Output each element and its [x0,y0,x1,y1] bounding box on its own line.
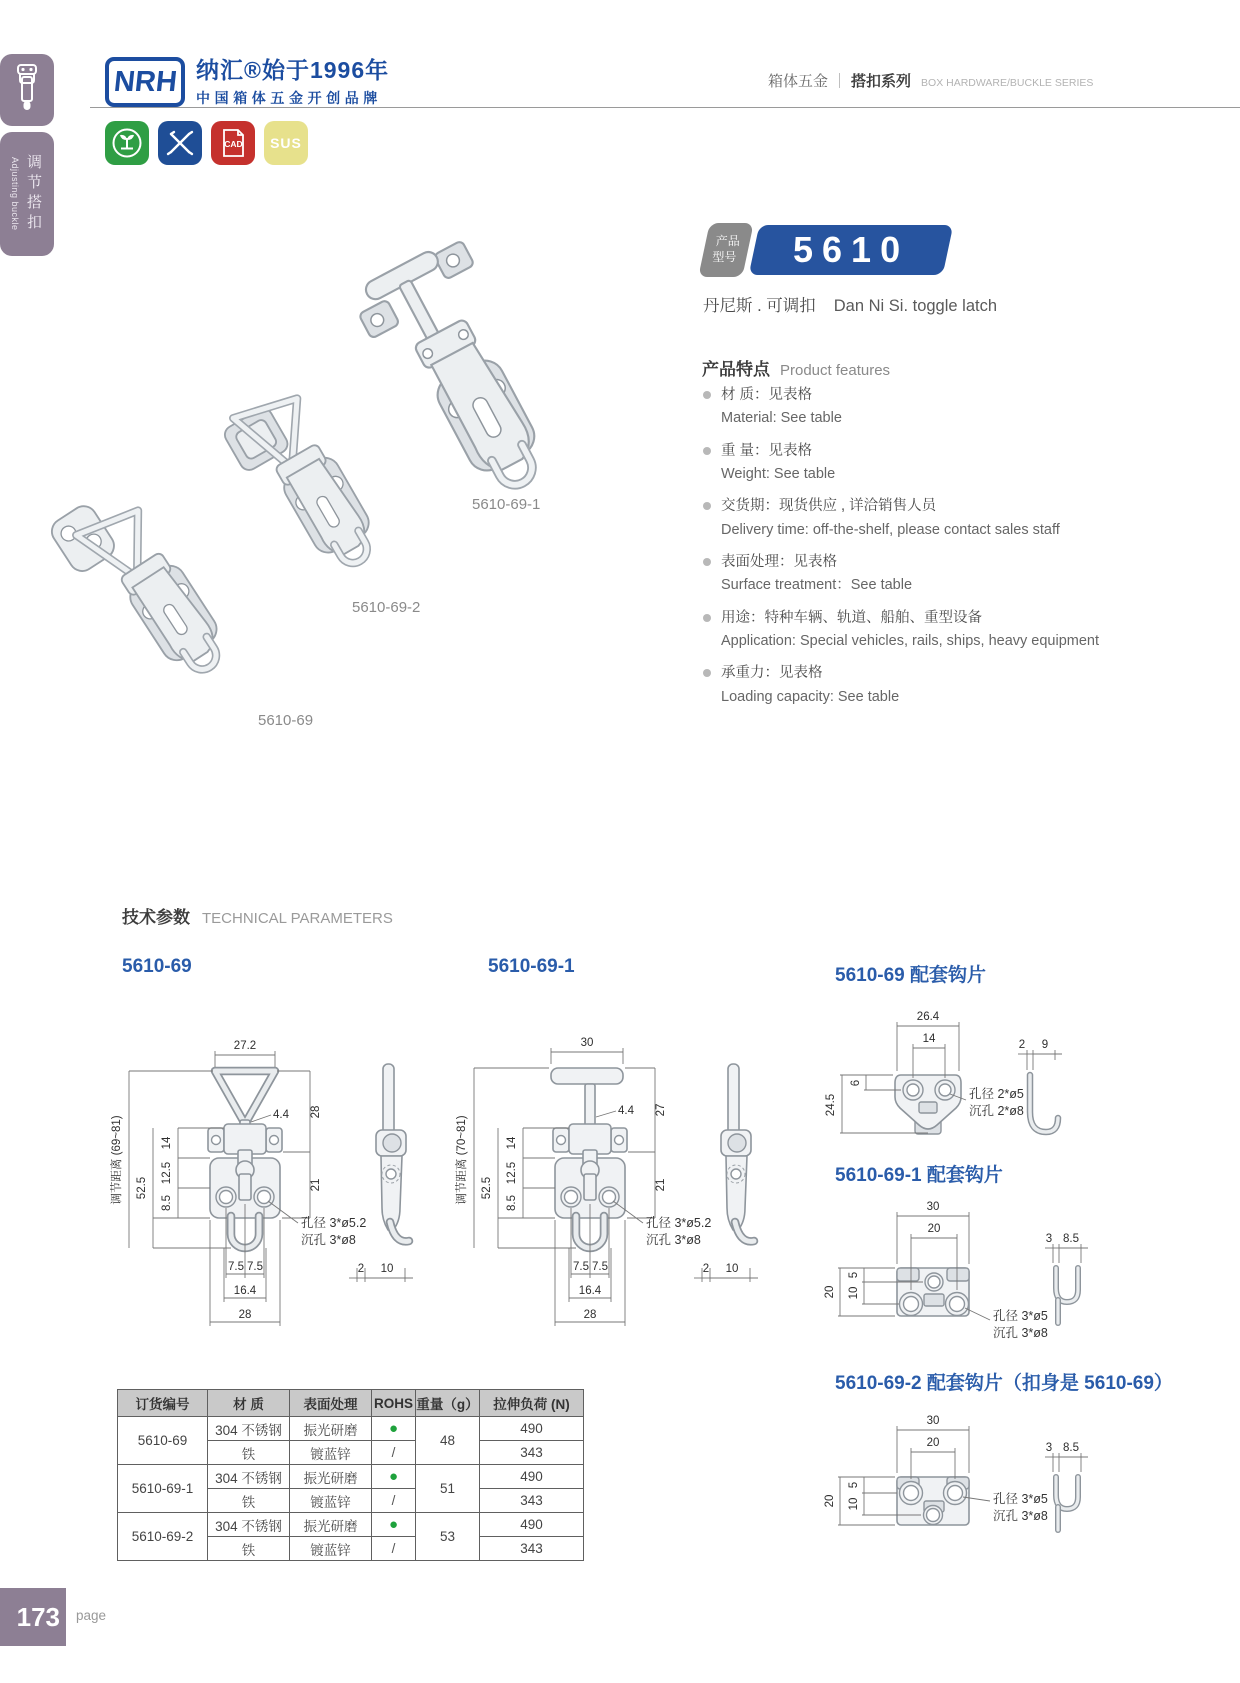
drawing-label-hook-69-1: 5610-69-1 配套钩片 [835,1165,1003,1186]
cell-load: 490 [480,1417,584,1441]
cell-weight: 51 [416,1465,480,1513]
svg-text:20: 20 [824,1494,836,1508]
feature-cn: 材 质：见表格 [721,387,813,403]
tech-drawing-hook-5610-69-1 [800,1190,1100,1350]
tech-drawing-hook-5610-69 [800,1000,1100,1160]
svg-text:6: 6 [850,1079,862,1087]
svg-text:5: 5 [848,1271,860,1279]
cell-rohs: / [372,1441,416,1465]
sus-label: SUS [270,135,302,151]
feature-item [703,497,1163,540]
cell-model: 5610-69 [118,1417,208,1465]
model-badge-number [749,225,954,275]
rohs-plant-icon [105,121,149,165]
drawing-label-5610-69: 5610-69 [122,956,192,977]
svg-text:20: 20 [926,1437,940,1449]
svg-text:52.5: 52.5 [481,1176,493,1200]
feature-en: Material: See table [721,410,842,427]
drawing-label-hook-69-2: 5610-69-2 配套钩片（扣身是 5610-69） [835,1373,1173,1394]
svg-text:孔径 3*ø5: 孔径 3*ø5 [993,1309,1048,1323]
svg-text:9: 9 [1041,1039,1049,1051]
svg-text:12.5: 12.5 [506,1161,518,1185]
svg-text:21: 21 [655,1178,667,1192]
spec-table [117,1389,584,1561]
feature-cn: 用途：特种车辆、轨道、船舶、重型设备 [721,609,982,626]
cell-surface: 镀蓝锌 [290,1441,372,1465]
sidebar-latch-icon-tab [0,54,54,126]
cell-load: 343 [480,1489,584,1513]
feature-cn: 交货期：现货供应 , 详洽销售人员 [721,498,937,515]
sus-icon [264,121,308,165]
photo-label-5610-69: 5610-69 [258,712,314,729]
features-heading-en: Product features [780,362,891,379]
feature-en: Delivery time: off-the-shelf, please contact sales staff [721,521,1060,538]
cell-surface: 镀蓝锌 [290,1489,372,1513]
feature-item [703,664,1163,707]
sidebar-category-cn: 调节搭扣 [25,154,42,234]
svg-text:调节距离 (69~81): 调节距离 (69~81) [111,1115,123,1205]
svg-text:28: 28 [583,1309,597,1321]
bullet-icon [703,447,711,455]
feature-cn: 表面处理：见表格 [721,554,837,571]
feature-item [703,609,1163,652]
drawing-label-5610-69-1: 5610-69-1 [488,956,575,977]
series-en: BOX HARDWARE/BUCKLE SERIES [921,77,1094,89]
svg-text:CAD: CAD [224,139,243,149]
table-row [118,1465,584,1489]
drawing-label-hook-69: 5610-69 配套钩片 [835,965,987,986]
rohs-pass-dot: ● [372,1513,416,1537]
model-number: 5610 [792,229,910,270]
feature-cn: 承重力：见表格 [721,665,823,682]
tech-drawing-5610-69 [105,1022,435,1340]
brand-text [196,52,389,108]
svg-text:10: 10 [848,1286,860,1300]
cell-material: 铁 [208,1441,290,1465]
svg-text:30: 30 [580,1037,594,1049]
cell-model: 5610-69-2 [118,1513,208,1561]
tech-drawing-hook-5610-69-2 [800,1405,1100,1565]
svg-text:16.4: 16.4 [578,1285,602,1297]
svg-text:沉孔 2*ø8: 沉孔 2*ø8 [969,1104,1024,1118]
table-row [118,1513,584,1537]
svg-text:孔径 2*ø5: 孔径 2*ø5 [969,1087,1024,1101]
feature-en: Application: Special vehicles, rails, ships, heavy equipment [721,632,1100,649]
photo-label-5610-69-1: 5610-69-1 [472,496,541,513]
svg-text:14: 14 [922,1033,936,1045]
svg-text:14: 14 [161,1136,173,1150]
svg-text:14: 14 [506,1136,518,1150]
feature-item [703,386,1163,429]
cell-load: 343 [480,1537,584,1561]
col-surface: 表面处理 [290,1390,372,1417]
svg-text:16.4: 16.4 [233,1285,257,1297]
cell-rohs: / [372,1537,416,1561]
sidebar-category-tab [0,132,54,256]
cell-surface: 镀蓝锌 [290,1537,372,1561]
header-divider [90,107,1240,108]
svg-text:26.4: 26.4 [916,1011,940,1023]
cell-surface: 振光研磨 [290,1513,372,1537]
latch-icon [14,64,40,117]
cell-material: 铁 [208,1537,290,1561]
svg-text:沉孔 3*ø8: 沉孔 3*ø8 [301,1233,356,1247]
bullet-icon [703,558,711,566]
nrh-logo [105,57,185,107]
cell-weight: 53 [416,1513,480,1561]
feature-item [703,442,1163,485]
svg-text:27: 27 [655,1103,667,1117]
svg-text:2: 2 [702,1263,710,1275]
svg-text:52.5: 52.5 [136,1176,148,1200]
svg-text:沉孔 3*ø8: 沉孔 3*ø8 [646,1233,701,1247]
svg-text:4.4: 4.4 [618,1105,634,1117]
tech-params-heading [122,903,393,928]
svg-text:3: 3 [1045,1442,1053,1454]
svg-text:8.5: 8.5 [1063,1233,1079,1245]
tech-params-cn: 技术参数 [122,908,190,927]
design-tools-icon [158,121,202,165]
bullet-icon [703,669,711,677]
bullet-icon [703,614,711,622]
cell-material: 铁 [208,1489,290,1513]
cell-load: 490 [480,1513,584,1537]
page-number: 173 [16,1601,60,1632]
svg-text:28: 28 [238,1309,252,1321]
brand-slogan-line2: 中国箱体五金开创品牌 [196,90,382,106]
cell-model: 5610-69-1 [118,1465,208,1513]
table-row [118,1417,584,1441]
page-number-block [0,1588,66,1646]
feature-en: Surface treatment：See table [721,577,913,594]
cell-material: 304 不锈钢 [208,1513,290,1537]
cell-rohs: / [372,1489,416,1513]
svg-text:2: 2 [1018,1039,1026,1051]
svg-text:7.5: 7.5 [247,1261,263,1273]
feature-cn: 重 量：见表格 [721,442,813,459]
svg-text:沉孔 3*ø8: 沉孔 3*ø8 [993,1326,1048,1340]
features-heading-cn: 产品特点 [702,360,770,379]
product-name-en: Dan Ni Si. toggle latch [833,297,998,315]
svg-text:12.5: 12.5 [161,1161,173,1185]
svg-text:孔径 3*ø5.2: 孔径 3*ø5.2 [301,1216,367,1230]
page-label: page [76,1608,107,1623]
svg-text:4.4: 4.4 [273,1109,289,1121]
svg-text:7.5: 7.5 [592,1261,608,1273]
bullet-icon [703,502,711,510]
features-list [703,386,1163,720]
svg-text:10: 10 [725,1263,739,1275]
svg-text:20: 20 [927,1223,941,1235]
cell-surface: 振光研磨 [290,1417,372,1441]
svg-text:10: 10 [380,1263,394,1275]
cell-surface: 振光研磨 [290,1465,372,1489]
svg-text:28: 28 [310,1105,322,1119]
photo-label-5610-69-2: 5610-69-2 [352,599,421,616]
svg-text:3: 3 [1045,1233,1053,1245]
product-name [703,292,997,316]
svg-text:7.5: 7.5 [573,1261,589,1273]
svg-text:孔径 3*ø5.2: 孔径 3*ø5.2 [646,1216,712,1230]
series-header [768,70,1093,91]
series-divider: ｜ [832,73,848,90]
table-header-row [118,1390,584,1417]
svg-text:8.5: 8.5 [506,1195,518,1211]
model-badge-label [698,223,753,277]
svg-text:8.5: 8.5 [1063,1442,1079,1454]
cell-load: 343 [480,1441,584,1465]
rohs-pass-dot: ● [372,1465,416,1489]
bullet-icon [703,391,711,399]
svg-text:5: 5 [848,1481,860,1489]
col-order-no: 订货编号 [118,1390,208,1417]
svg-text:21: 21 [310,1178,322,1192]
col-load: 拉伸负荷 (N) [480,1390,584,1417]
tech-params-en: TECHNICAL PARAMETERS [202,910,393,927]
brand-slogan-line1: 纳汇®始于1996年 [196,57,390,83]
rohs-pass-dot: ● [372,1417,416,1441]
svg-text:8.5: 8.5 [161,1195,173,1211]
svg-text:7.5: 7.5 [228,1261,244,1273]
features-heading [702,355,890,380]
cell-load: 490 [480,1465,584,1489]
series-cn-left: 箱体五金 [768,73,829,90]
product-name-cn: 丹尼斯 . 可调扣 [703,297,816,315]
series-cn-right: 搭扣系列 [851,73,912,90]
cad-file-icon [211,121,255,165]
svg-text:孔径 3*ø5: 孔径 3*ø5 [993,1492,1048,1506]
feature-en: Weight: See table [721,465,836,482]
svg-text:30: 30 [926,1415,940,1427]
feature-item [703,553,1163,596]
col-rohs: ROHS [372,1390,416,1417]
tech-drawing-5610-69-1 [450,1022,780,1340]
cell-material: 304 不锈钢 [208,1417,290,1441]
sidebar-category-en: Adjusting buckle [10,157,20,231]
svg-text:24.5: 24.5 [825,1093,837,1117]
svg-text:20: 20 [824,1285,836,1299]
cell-material: 304 不锈钢 [208,1465,290,1489]
model-badge-label-line1: 产品 [715,234,740,249]
feature-en: Loading capacity: See table [721,688,900,705]
svg-text:10: 10 [848,1497,860,1511]
svg-text:27.2: 27.2 [233,1040,257,1052]
model-badge-label-line2: 型号 [712,250,737,264]
svg-text:调节距离 (70~81): 调节距离 (70~81) [456,1115,468,1205]
svg-text:沉孔 3*ø8: 沉孔 3*ø8 [993,1509,1048,1523]
cell-weight: 48 [416,1417,480,1465]
col-material: 材 质 [208,1390,290,1417]
svg-text:2: 2 [357,1263,365,1275]
svg-text:30: 30 [926,1201,940,1213]
col-weight: 重量（g） [416,1390,480,1417]
nrh-logo-text: NRH [111,65,179,98]
